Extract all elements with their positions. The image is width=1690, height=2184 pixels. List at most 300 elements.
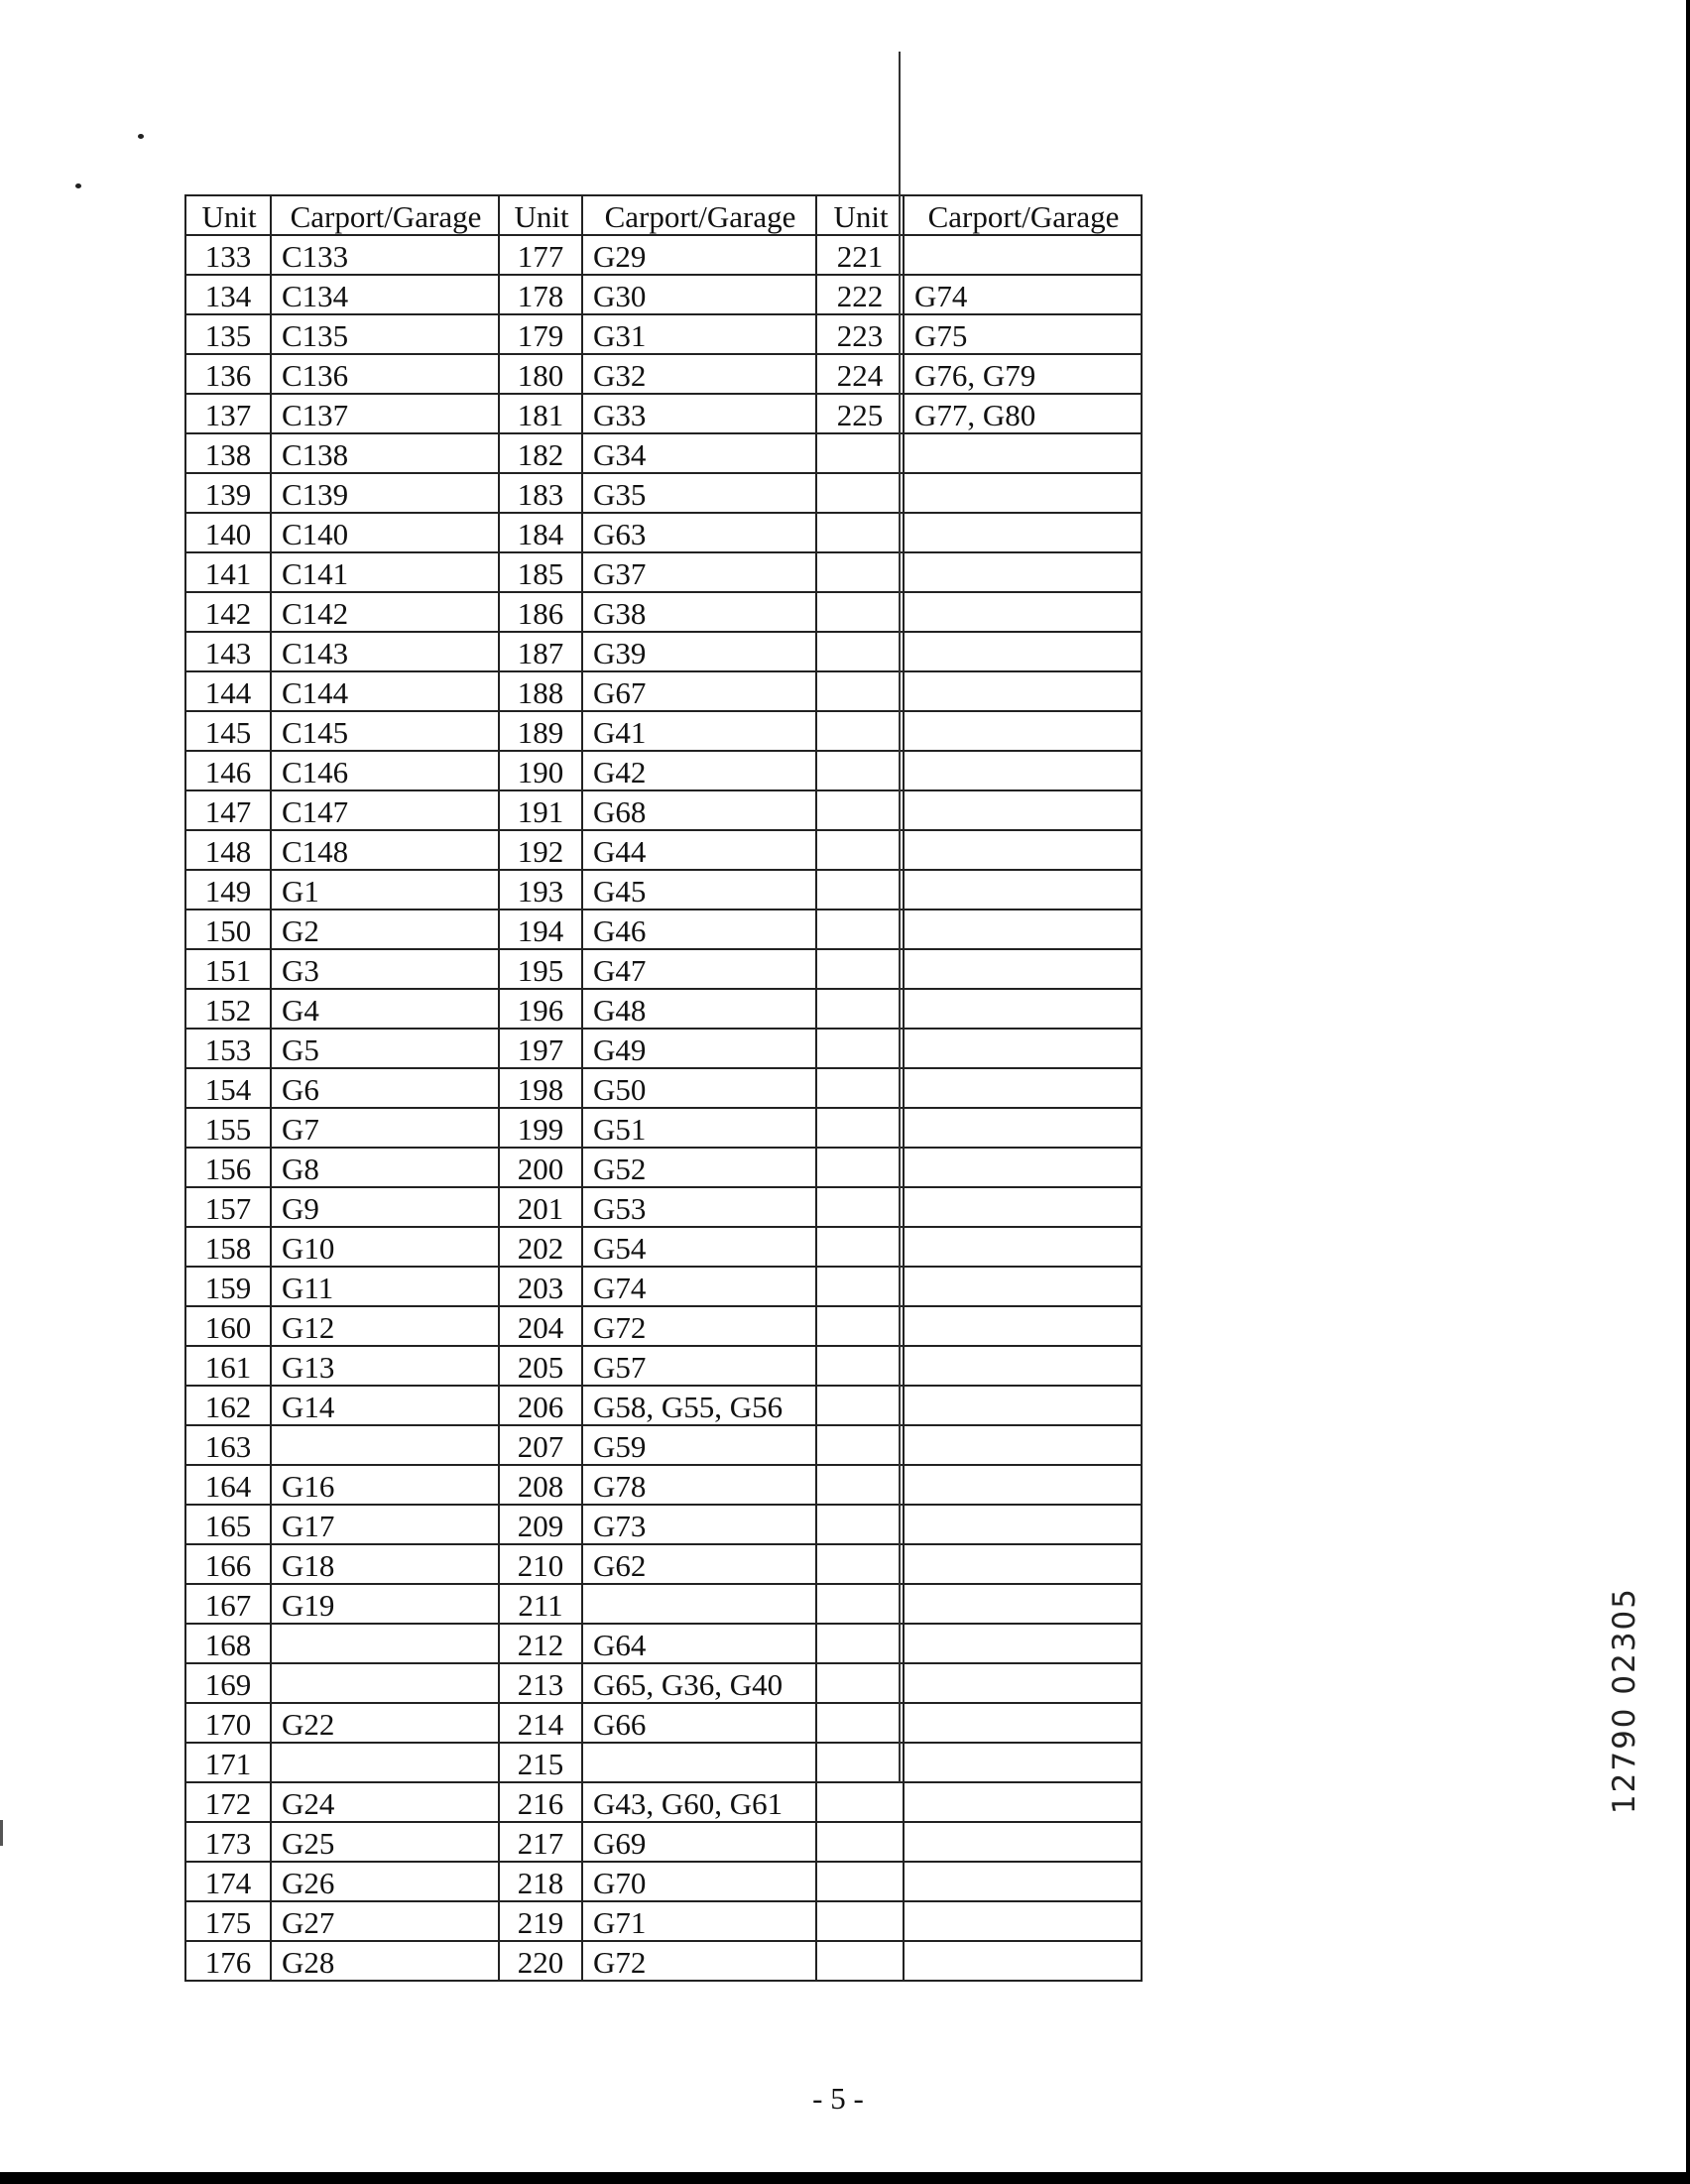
unit-cell (816, 513, 904, 552)
unit-cell: 182 (499, 433, 582, 473)
header-unit: Unit (816, 195, 904, 235)
carport-garage-cell (904, 949, 1142, 989)
unit-cell (816, 1346, 904, 1386)
table-row (185, 1267, 1142, 1306)
unit-cell (816, 433, 904, 473)
carport-garage-cell (904, 1862, 1142, 1901)
carport-garage-cell: G8 (271, 1148, 499, 1187)
carport-garage-cell: C141 (271, 552, 499, 592)
unit-cell: 194 (499, 910, 582, 949)
carport-garage-cell (904, 1068, 1142, 1108)
table-header-row (185, 195, 1142, 235)
unit-cell: 176 (185, 1941, 271, 1981)
carport-garage-cell: G72 (582, 1941, 816, 1981)
table-row (185, 1901, 1142, 1941)
unit-cell: 206 (499, 1386, 582, 1425)
carport-garage-cell: G65, G36, G40 (582, 1663, 816, 1703)
table-row (185, 949, 1142, 989)
unit-cell: 153 (185, 1029, 271, 1068)
table-row (185, 433, 1142, 473)
unit-cell: 133 (185, 235, 271, 275)
unit-cell: 138 (185, 433, 271, 473)
unit-cell: 213 (499, 1663, 582, 1703)
unit-cell: 142 (185, 592, 271, 632)
unit-cell: 147 (185, 790, 271, 830)
unit-cell: 146 (185, 751, 271, 790)
carport-garage-cell: G70 (582, 1862, 816, 1901)
carport-garage-cell: G66 (582, 1703, 816, 1743)
scan-speck (138, 134, 144, 139)
carport-garage-cell: C135 (271, 314, 499, 354)
unit-cell: 205 (499, 1346, 582, 1386)
header-unit: Unit (499, 195, 582, 235)
unit-cell: 173 (185, 1822, 271, 1862)
header-carport-garage: Carport/Garage (271, 195, 499, 235)
carport-garage-cell: G29 (582, 235, 816, 275)
unit-cell: 144 (185, 671, 271, 711)
carport-garage-cell (904, 1346, 1142, 1386)
table-row (185, 1148, 1142, 1187)
carport-garage-cell (904, 1267, 1142, 1306)
carport-garage-cell: G74 (904, 275, 1142, 314)
carport-garage-cell (271, 1663, 499, 1703)
unit-cell (816, 1306, 904, 1346)
carport-garage-cell: G75 (904, 314, 1142, 354)
unit-cell: 160 (185, 1306, 271, 1346)
unit-cell (816, 671, 904, 711)
unit-cell: 210 (499, 1544, 582, 1584)
carport-garage-cell (904, 632, 1142, 671)
carport-garage-cell: G62 (582, 1544, 816, 1584)
unit-cell (816, 1624, 904, 1663)
table-row (185, 1862, 1142, 1901)
carport-garage-cell: G13 (271, 1346, 499, 1386)
table-row (185, 592, 1142, 632)
carport-garage-cell: G22 (271, 1703, 499, 1743)
unit-cell: 172 (185, 1782, 271, 1822)
unit-cell: 157 (185, 1187, 271, 1227)
unit-cell (816, 1227, 904, 1267)
carport-garage-cell (904, 870, 1142, 910)
unit-cell: 197 (499, 1029, 582, 1068)
carport-garage-cell: C137 (271, 394, 499, 433)
unit-cell: 180 (499, 354, 582, 394)
unit-cell: 190 (499, 751, 582, 790)
unit-cell: 141 (185, 552, 271, 592)
table-row (185, 830, 1142, 870)
carport-garage-cell: G10 (271, 1227, 499, 1267)
unit-cell: 184 (499, 513, 582, 552)
carport-garage-cell (271, 1425, 499, 1465)
unit-cell (816, 830, 904, 870)
table-row (185, 1465, 1142, 1505)
carport-garage-cell: G7 (271, 1108, 499, 1148)
carport-garage-cell: G73 (582, 1505, 816, 1544)
carport-garage-cell (904, 552, 1142, 592)
carport-garage-cell: G49 (582, 1029, 816, 1068)
unit-cell: 225 (816, 394, 904, 433)
unit-cell: 223 (816, 314, 904, 354)
unit-cell: 156 (185, 1148, 271, 1187)
unit-cell: 167 (185, 1584, 271, 1624)
table-row (185, 751, 1142, 790)
carport-garage-cell (904, 473, 1142, 513)
scan-speck (75, 183, 81, 188)
unit-cell: 191 (499, 790, 582, 830)
carport-garage-cell (904, 1663, 1142, 1703)
table-row (185, 870, 1142, 910)
carport-garage-cell (904, 1465, 1142, 1505)
carport-garage-cell: G37 (582, 552, 816, 592)
unit-cell: 179 (499, 314, 582, 354)
unit-cell: 199 (499, 1108, 582, 1148)
unit-cell: 159 (185, 1267, 271, 1306)
carport-garage-cell (904, 1108, 1142, 1148)
carport-garage-cell (904, 910, 1142, 949)
unit-cell: 166 (185, 1544, 271, 1584)
carport-garage-cell: G54 (582, 1227, 816, 1267)
carport-garage-cell (904, 1505, 1142, 1544)
unit-cell (816, 790, 904, 830)
unit-cell: 214 (499, 1703, 582, 1743)
table-row (185, 989, 1142, 1029)
unit-cell (816, 1703, 904, 1743)
unit-cell: 151 (185, 949, 271, 989)
carport-garage-cell: C146 (271, 751, 499, 790)
header-unit: Unit (185, 195, 271, 235)
carport-garage-cell: G30 (582, 275, 816, 314)
carport-garage-cell: G38 (582, 592, 816, 632)
unit-cell (816, 711, 904, 751)
scan-edge-mark (0, 1820, 3, 1846)
unit-cell: 145 (185, 711, 271, 751)
carport-garage-cell: G16 (271, 1465, 499, 1505)
carport-garage-cell: C145 (271, 711, 499, 751)
carport-garage-cell: C139 (271, 473, 499, 513)
carport-garage-cell: G11 (271, 1267, 499, 1306)
table-row (185, 1941, 1142, 1981)
table-row (185, 1584, 1142, 1624)
carport-garage-cell: G32 (582, 354, 816, 394)
carport-garage-cell (904, 592, 1142, 632)
table-row (185, 354, 1142, 394)
unit-cell (816, 870, 904, 910)
table-row (185, 394, 1142, 433)
unit-cell: 203 (499, 1267, 582, 1306)
carport-garage-cell: G53 (582, 1187, 816, 1227)
carport-garage-cell (904, 671, 1142, 711)
table-row (185, 1743, 1142, 1782)
unit-cell: 155 (185, 1108, 271, 1148)
unit-cell: 198 (499, 1068, 582, 1108)
unit-cell: 219 (499, 1901, 582, 1941)
unit-cell (816, 1108, 904, 1148)
carport-garage-cell: G35 (582, 473, 816, 513)
carport-garage-cell: C138 (271, 433, 499, 473)
carport-garage-cell: G76, G79 (904, 354, 1142, 394)
unit-cell: 215 (499, 1743, 582, 1782)
carport-garage-cell: G27 (271, 1901, 499, 1941)
unit-cell: 152 (185, 989, 271, 1029)
unit-cell: 221 (816, 235, 904, 275)
carport-garage-cell: G71 (582, 1901, 816, 1941)
carport-garage-cell: G63 (582, 513, 816, 552)
carport-garage-cell: G31 (582, 314, 816, 354)
carport-garage-cell: G39 (582, 632, 816, 671)
table-row (185, 513, 1142, 552)
carport-garage-cell (904, 1822, 1142, 1862)
unit-cell: 171 (185, 1743, 271, 1782)
unit-cell: 143 (185, 632, 271, 671)
table-row (185, 1346, 1142, 1386)
unit-cell: 200 (499, 1148, 582, 1187)
table-row (185, 1306, 1142, 1346)
carport-garage-cell (904, 1386, 1142, 1425)
table-row (185, 1029, 1142, 1068)
unit-cell (816, 1822, 904, 1862)
unit-cell: 204 (499, 1306, 582, 1346)
carport-garage-cell: G44 (582, 830, 816, 870)
carport-garage-cell: G34 (582, 433, 816, 473)
unit-cell (816, 1782, 904, 1822)
carport-garage-cell (271, 1624, 499, 1663)
page-edge-bottom (0, 2172, 1690, 2184)
table-row (185, 1624, 1142, 1663)
carport-garage-cell (904, 513, 1142, 552)
carport-garage-cell: G46 (582, 910, 816, 949)
unit-cell (816, 1584, 904, 1624)
unit-cell: 202 (499, 1227, 582, 1267)
carport-garage-cell (904, 1227, 1142, 1267)
unit-cell: 224 (816, 354, 904, 394)
unit-cell: 168 (185, 1624, 271, 1663)
carport-garage-cell (904, 1187, 1142, 1227)
carport-garage-cell: G41 (582, 711, 816, 751)
carport-garage-cell (904, 751, 1142, 790)
carport-garage-cell (904, 1782, 1142, 1822)
unit-cell (816, 1465, 904, 1505)
unit-cell: 137 (185, 394, 271, 433)
carport-garage-cell: G6 (271, 1068, 499, 1108)
carport-garage-cell: C133 (271, 235, 499, 275)
unit-cell: 136 (185, 354, 271, 394)
carport-garage-cell: C140 (271, 513, 499, 552)
table-row (185, 1386, 1142, 1425)
carport-garage-cell (904, 433, 1142, 473)
unit-cell: 188 (499, 671, 582, 711)
unit-cell: 189 (499, 711, 582, 751)
carport-garage-cell (904, 1029, 1142, 1068)
unit-cell (816, 1743, 904, 1782)
carport-garage-cell: G18 (271, 1544, 499, 1584)
unit-cell: 140 (185, 513, 271, 552)
carport-garage-cell: G57 (582, 1346, 816, 1386)
carport-garage-cell (904, 1148, 1142, 1187)
unit-cell (816, 1187, 904, 1227)
carport-garage-cell (904, 1901, 1142, 1941)
carport-garage-cell: G52 (582, 1148, 816, 1187)
carport-garage-cell: C143 (271, 632, 499, 671)
unit-cell (816, 1386, 904, 1425)
carport-garage-cell: G77, G80 (904, 394, 1142, 433)
unit-cell (816, 949, 904, 989)
carport-garage-cell (904, 1584, 1142, 1624)
unit-cell: 187 (499, 632, 582, 671)
unit-cell: 149 (185, 870, 271, 910)
unit-cell (816, 1901, 904, 1941)
table-row (185, 1227, 1142, 1267)
carport-garage-cell (904, 1703, 1142, 1743)
table-row (185, 1822, 1142, 1862)
unit-cell: 169 (185, 1663, 271, 1703)
unit-cell: 195 (499, 949, 582, 989)
unit-cell (816, 1267, 904, 1306)
carport-garage-cell: G28 (271, 1941, 499, 1981)
carport-garage-cell: G51 (582, 1108, 816, 1148)
scan-vertical-line (899, 52, 901, 1782)
unit-carport-garage-table (184, 194, 1143, 1982)
table-row (185, 671, 1142, 711)
carport-garage-cell (582, 1584, 816, 1624)
carport-garage-cell: G33 (582, 394, 816, 433)
unit-cell (816, 1068, 904, 1108)
carport-garage-cell: G2 (271, 910, 499, 949)
table-row (185, 473, 1142, 513)
table-row (185, 314, 1142, 354)
table-row (185, 1703, 1142, 1743)
unit-cell: 212 (499, 1624, 582, 1663)
unit-cell (816, 1862, 904, 1901)
unit-cell: 196 (499, 989, 582, 1029)
carport-garage-cell (904, 711, 1142, 751)
unit-cell: 170 (185, 1703, 271, 1743)
carport-garage-cell: G43, G60, G61 (582, 1782, 816, 1822)
carport-garage-cell (904, 235, 1142, 275)
carport-garage-cell: G25 (271, 1822, 499, 1862)
carport-garage-cell: G68 (582, 790, 816, 830)
carport-garage-cell (904, 1544, 1142, 1584)
unit-cell: 186 (499, 592, 582, 632)
unit-cell: 192 (499, 830, 582, 870)
carport-garage-cell: G9 (271, 1187, 499, 1227)
carport-garage-cell (271, 1743, 499, 1782)
unit-cell (816, 1029, 904, 1068)
carport-garage-cell: G26 (271, 1862, 499, 1901)
unit-cell: 208 (499, 1465, 582, 1505)
carport-garage-cell: G50 (582, 1068, 816, 1108)
carport-garage-cell: C148 (271, 830, 499, 870)
table-row (185, 1108, 1142, 1148)
table-row (185, 910, 1142, 949)
unit-cell: 161 (185, 1346, 271, 1386)
table-row (185, 552, 1142, 592)
unit-cell: 185 (499, 552, 582, 592)
unit-cell (816, 1663, 904, 1703)
table-row (185, 235, 1142, 275)
carport-garage-cell: G42 (582, 751, 816, 790)
table-row (185, 1425, 1142, 1465)
unit-cell: 158 (185, 1227, 271, 1267)
table-row (185, 1663, 1142, 1703)
unit-cell: 139 (185, 473, 271, 513)
carport-garage-cell: G58, G55, G56 (582, 1386, 816, 1425)
carport-garage-cell: G3 (271, 949, 499, 989)
table-row (185, 1505, 1142, 1544)
unit-cell (816, 989, 904, 1029)
unit-cell (816, 751, 904, 790)
unit-cell: 220 (499, 1941, 582, 1981)
carport-garage-cell (904, 790, 1142, 830)
unit-cell: 207 (499, 1425, 582, 1465)
carport-garage-cell (904, 1743, 1142, 1782)
unit-cell: 165 (185, 1505, 271, 1544)
unit-cell: 163 (185, 1425, 271, 1465)
unit-cell: 183 (499, 473, 582, 513)
carport-garage-cell: G1 (271, 870, 499, 910)
unit-cell: 201 (499, 1187, 582, 1227)
page-number: - 5 - (812, 2081, 864, 2116)
carport-garage-cell: G64 (582, 1624, 816, 1663)
carport-garage-cell: G47 (582, 949, 816, 989)
unit-cell: 135 (185, 314, 271, 354)
unit-cell (816, 910, 904, 949)
carport-garage-cell (904, 1306, 1142, 1346)
carport-garage-cell: G5 (271, 1029, 499, 1068)
carport-garage-cell: G67 (582, 671, 816, 711)
carport-garage-cell: G45 (582, 870, 816, 910)
unit-cell (816, 592, 904, 632)
carport-garage-cell: G69 (582, 1822, 816, 1862)
table-row (185, 1782, 1142, 1822)
carport-garage-cell: G19 (271, 1584, 499, 1624)
carport-garage-cell (582, 1743, 816, 1782)
unit-cell: 218 (499, 1862, 582, 1901)
carport-garage-cell: G17 (271, 1505, 499, 1544)
unit-cell (816, 1505, 904, 1544)
carport-garage-cell: C134 (271, 275, 499, 314)
unit-cell: 211 (499, 1584, 582, 1624)
table-row (185, 1068, 1142, 1108)
table-row (185, 711, 1142, 751)
unit-cell (816, 473, 904, 513)
unit-cell: 181 (499, 394, 582, 433)
carport-garage-cell (904, 1425, 1142, 1465)
unit-cell: 222 (816, 275, 904, 314)
carport-garage-cell: C147 (271, 790, 499, 830)
unit-cell: 209 (499, 1505, 582, 1544)
carport-garage-cell (904, 989, 1142, 1029)
unit-cell: 154 (185, 1068, 271, 1108)
unit-cell (816, 1425, 904, 1465)
unit-cell (816, 552, 904, 592)
carport-garage-cell (904, 830, 1142, 870)
unit-cell: 134 (185, 275, 271, 314)
table-row (185, 790, 1142, 830)
unit-cell: 164 (185, 1465, 271, 1505)
carport-garage-cell: C142 (271, 592, 499, 632)
unit-cell (816, 1941, 904, 1981)
carport-garage-cell: G78 (582, 1465, 816, 1505)
table-row (185, 1187, 1142, 1227)
unit-cell: 193 (499, 870, 582, 910)
unit-cell: 178 (499, 275, 582, 314)
carport-garage-cell: G24 (271, 1782, 499, 1822)
unit-cell: 150 (185, 910, 271, 949)
unit-cell: 177 (499, 235, 582, 275)
unit-cell (816, 1148, 904, 1187)
carport-garage-cell: G4 (271, 989, 499, 1029)
carport-garage-cell: G14 (271, 1386, 499, 1425)
